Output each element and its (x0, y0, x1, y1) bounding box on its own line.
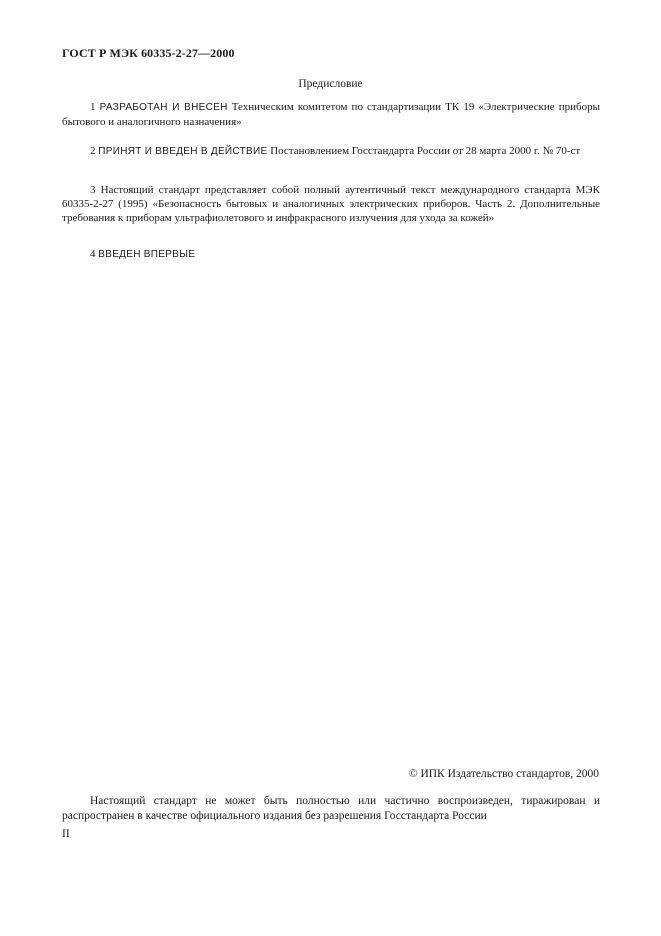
item-text: Настоящий стандарт представляет собой полный аутентичный текст международного стандарта МЭК 60335-2-27 (1995) «Безопасность бытовых и аналогичных электрических приборов. Часть 2. Дополнительные требования к приборам ультрафиолетового и инфракрасного излучения для ухода за кожей» (62, 184, 600, 224)
copyright-line: © ИПК Издательство стандартов, 2000 (408, 768, 599, 780)
foreword-item-1 (62, 100, 600, 129)
item-text: Постановлением Госстандарта России от 28 марта 2000 г. № 70-ст (270, 145, 581, 157)
reproduction-notice: Настоящий стандарт не может быть полностью или частично воспроизведен, тиражирован и распространен в качестве официального издания без разрешения Госстандарта России (62, 795, 600, 822)
item-caps-label: РАЗРАБОТАН И ВНЕСЕН (99, 102, 228, 113)
item-caps-label: ПРИНЯТ И ВВЕДЕН В ДЕЙСТВИЕ (98, 146, 268, 157)
document-header: ГОСТ Р МЭК 60335-2-27—2000 (62, 46, 235, 60)
item-caps-label: ВВЕДЕН ВПЕРВЫЕ (98, 249, 196, 260)
item-number: 3 (90, 184, 96, 196)
foreword-item-3 (62, 183, 600, 225)
page-number: II (62, 828, 70, 840)
foreword-item-2 (62, 144, 600, 159)
item-text: Техническим комитетом по стандартизации ТК 19 «Электрические приборы бытового и аналогичного назначения» (62, 101, 601, 128)
item-number: 4 (90, 248, 96, 260)
foreword-item-4 (62, 247, 600, 262)
item-number: 1 (90, 101, 96, 113)
item-number: 2 (90, 145, 96, 157)
foreword-title: Предисловие (298, 78, 363, 90)
